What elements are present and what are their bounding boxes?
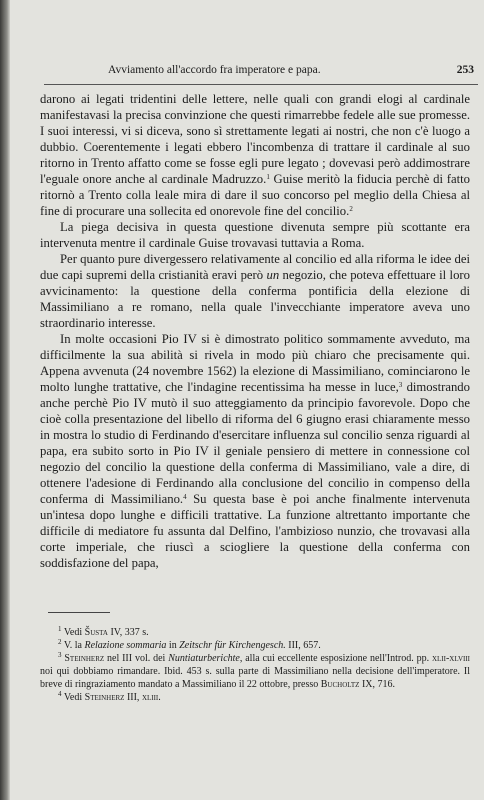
running-header — [108, 64, 474, 80]
paragraph-4: In molte occasioni Pio IV si è dimostrato politico sommamente avveduto, ma difficilmente la sua abilità si rivela in modo più chiaro che precisamente qui. Appena avvenuta (24 novembre 1562) la elezione di Massimiliano, cominciarono le molto lunghe trattative, che l'indagine recentissima ha messe in luce,$^3$ dimostrando anche perchè Pio IV mutò il suo atteggiamento da principio favorevole. Dopo che cioè colla presentazione del libello di riforma del 6 giugno erasi chiaramente messo in mostra lo studio di Ferdinando d'esercitare influenza sul concilio senza riguardi al papa, era subito sorto in Pio IV il geniale pensiero di mettere in connessione col negozio del concilio la questione della conferma di Massimiliano, vale a dire, di ottenere l'adesione di Ferdinando alla conclusione del concilio in compenso della conferma di Massimiliano.$^4$ Su questa base è poi anche finalmente intervenuta un'intesa dopo lunghe e difficili trattative. La funzione altrettanto importante che difficile di mediatore fu assunta dal Delfino, l'ambizioso nunzio, che trovavasi alla corte imperiale, che riuscì a sciogliere la questione della conferma con soddisfazione del papa, — [40, 332, 470, 570]
footnote-ref-2: 2 — [349, 205, 353, 213]
running-title: Avviamento all'accordo fra imperatore e papa. — [108, 64, 321, 76]
page-number: 253 — [456, 64, 474, 76]
paragraph-3: Per quanto pure divergessero relativamente al concilio ed alla riforma le idee dei due capi supremi della cristianità eravi però un negozio, che poteva effettuare il loro avvicinamento: la questione della conferma pontificia della elezione di Massimiliano a re romano, nella quale l'invecchiante imperatore aveva uno straordinario interesse. — [40, 252, 470, 330]
header-rule — [44, 84, 478, 85]
book-page — [10, 0, 484, 800]
paragraph-1: darono ai legati tridentini delle lettere, nelle quali con grandi elogi al cardinale manifestavasi la precisa convinzione che questi rimarrebbe fedele alle sue promesse. I suoi interessi, vi si diceva, sono sì strettamente legati ai nostri, che non c'è luogo a dubbio. Coerentemente i legati ebbero l'incombenza di trattare il cardinale al suo ritorno in Trento affatto come se fosse egli pure legato ; dovevasi però addimostrare l'eguale onore anche al cardinale Madruzzo.$^1$ Guise meritò la fiducia perchè di fatto ritornò a Trento colla leale mira di dare il suo concorso pel meglio della Chiesa al fine di procurare una sollecita ed onorevole fine del concilio.$^2$ — [40, 92, 470, 218]
book-spine-shadow — [0, 0, 10, 800]
footnote-2: $^2$ V. la Relazione sommaria in Zeitschr für Kirchengesch. III, 657. — [58, 638, 321, 651]
footnote-ref-3: 3 — [398, 381, 403, 389]
footnote-3: $^3$ Steinherz nel III vol. dei Nuntiaturberichte, alla cui eccellente esposizione nell'Introd. pp. xlii-xlviii noi qui dobbiamo rimandare. Ibid. 453 s. sulla parte di Massimiliano nella decisione dell'imperatore. Il breve di ringraziamento mandato a Massimiliano il 22 ottobre, presso Bucholtz IX, 716. — [40, 651, 471, 690]
emphasis-un: un — [266, 268, 280, 282]
footnotes — [40, 626, 470, 704]
main-text — [40, 91, 470, 571]
footnote-1: $^1$ Vedi Šusta IV, 337 s. — [58, 625, 149, 638]
footnote-ref-4: 4 — [183, 493, 187, 501]
footnote-ref-1: 1 — [266, 173, 270, 181]
footnote-4: $^4$ Vedi Steinherz III, xliii. — [58, 690, 161, 703]
paragraph-2: La piega decisiva in questa questione divenuta sempre più scottante era intervenuta mentre il cardinale Guise trovavasi tuttavia a Roma. — [40, 220, 470, 250]
footnote-rule — [48, 612, 110, 613]
